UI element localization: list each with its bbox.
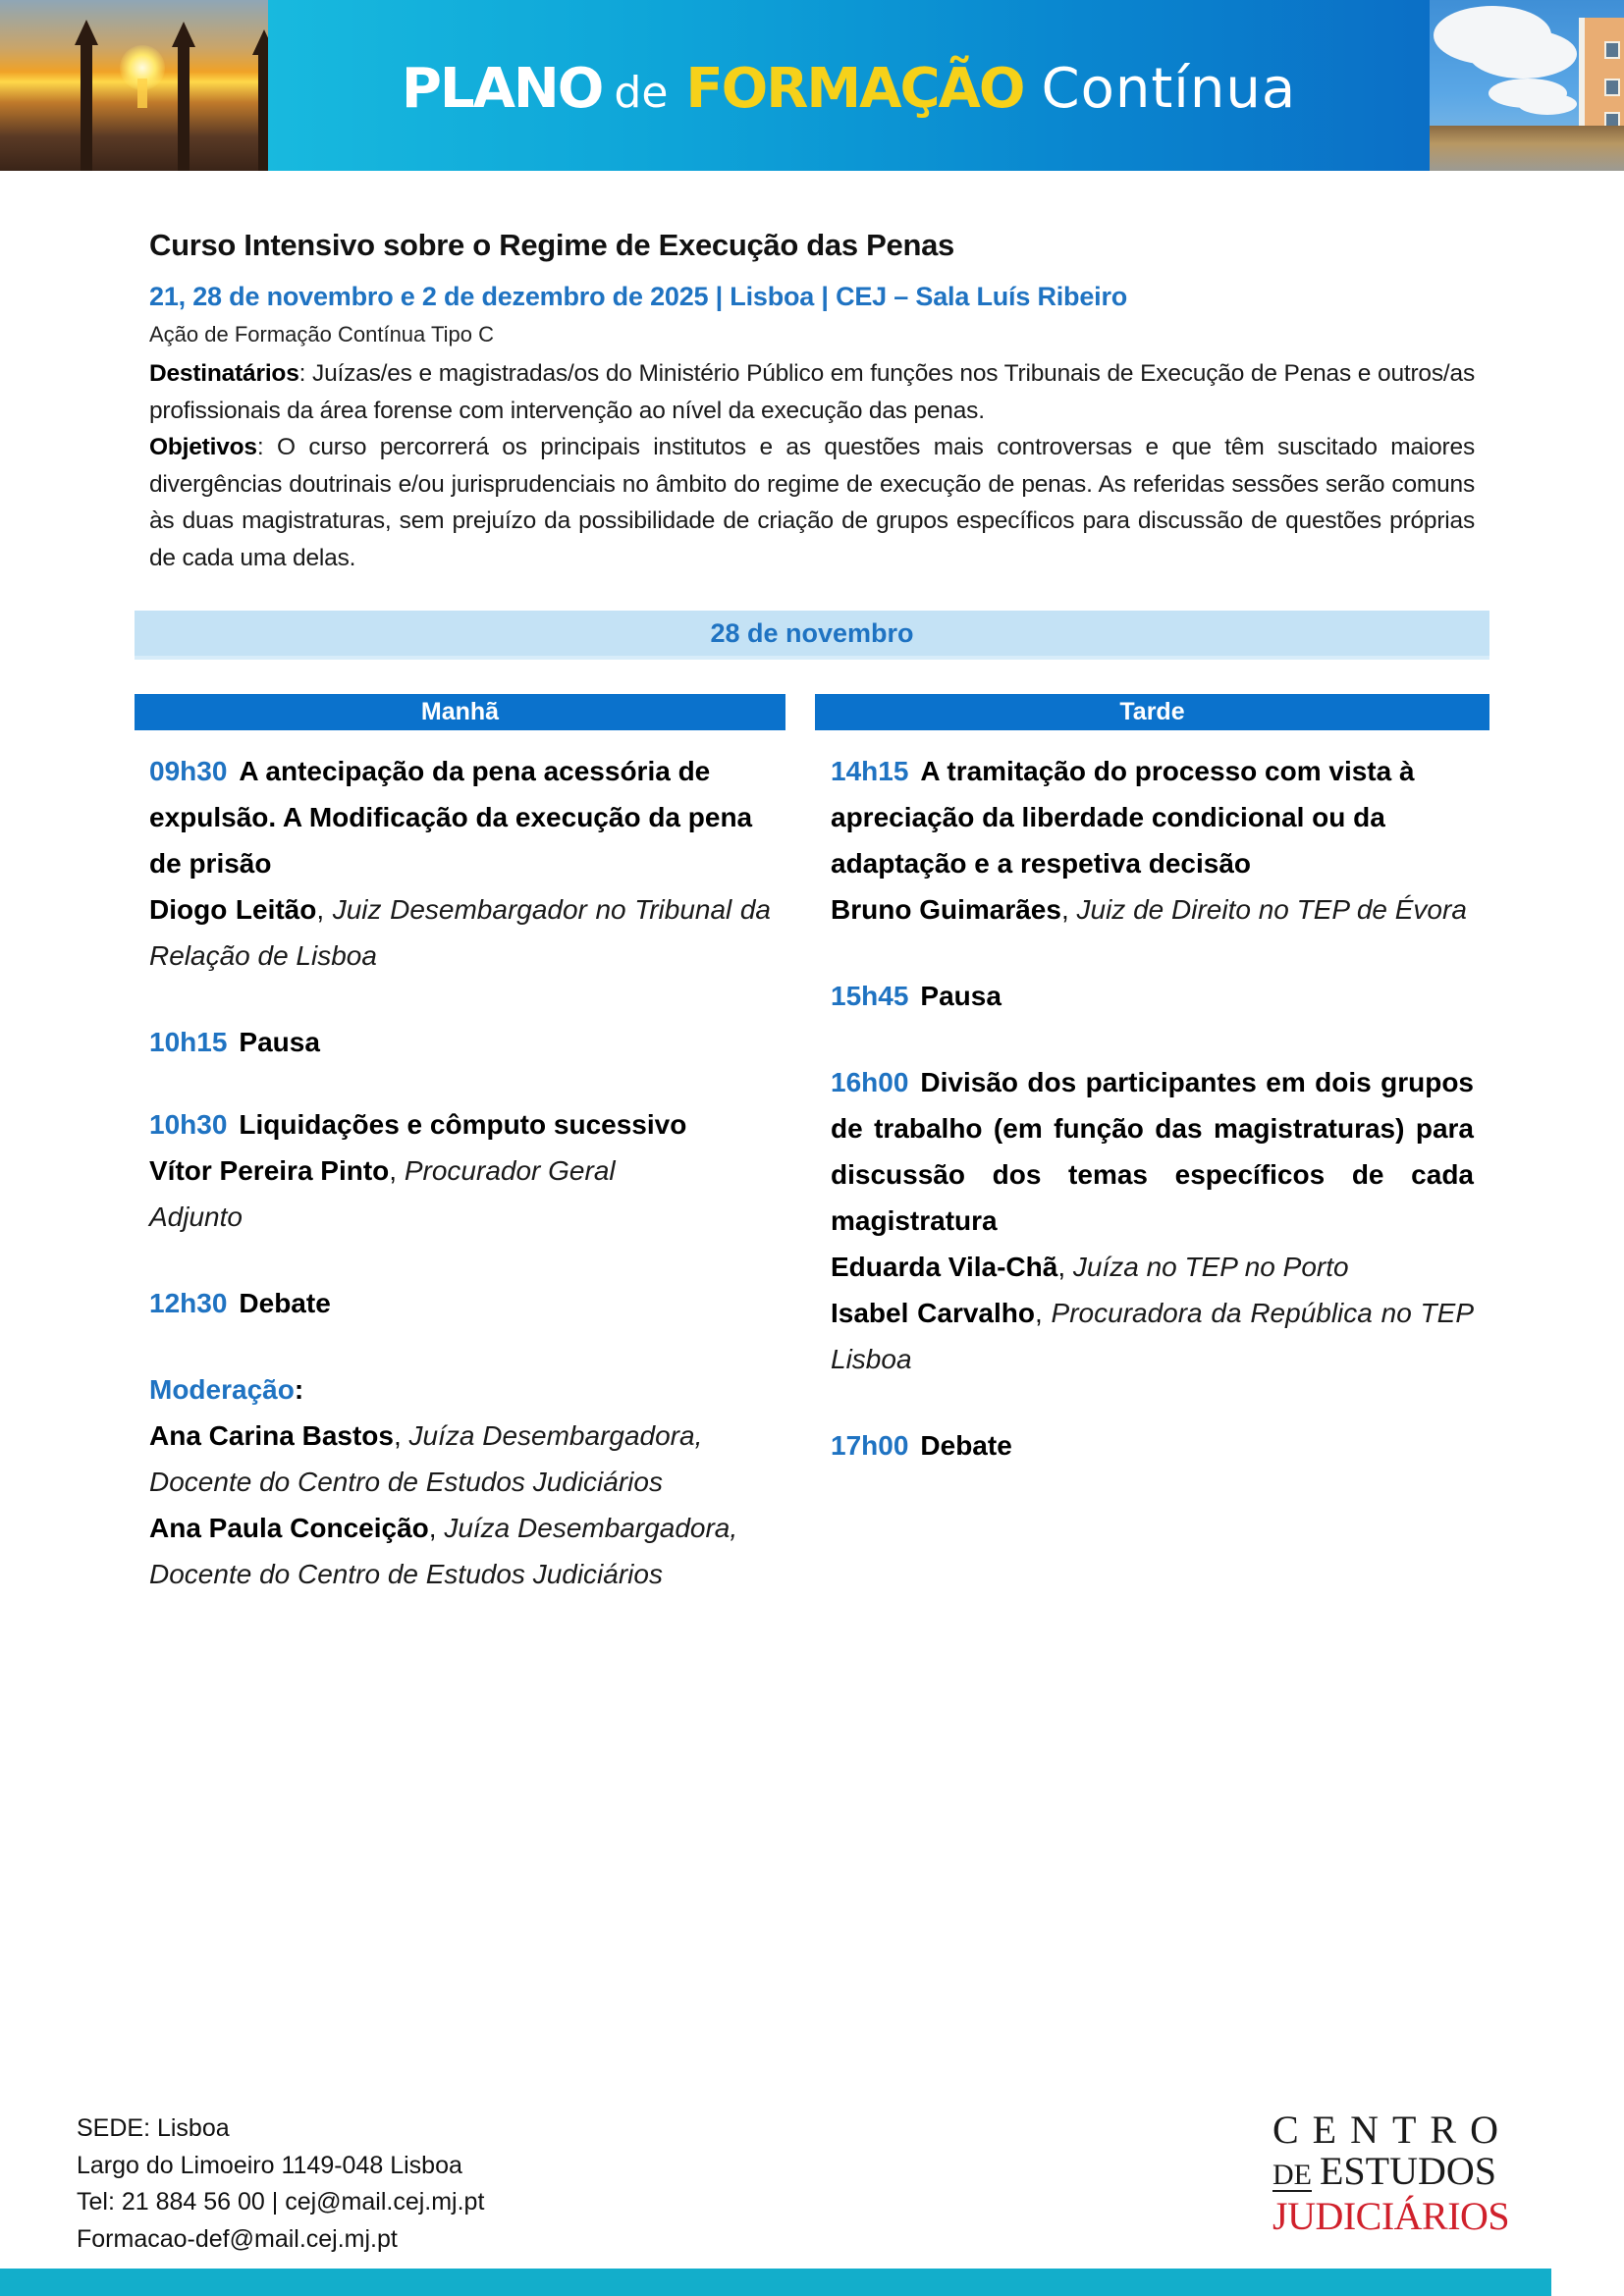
moderator-name: Ana Carina Bastos — [149, 1420, 394, 1451]
banner-title-continua: Contínua — [1041, 57, 1297, 121]
header-banner — [0, 0, 1624, 171]
banner-title-de: de — [614, 68, 669, 118]
session-time: 17h00 — [831, 1430, 909, 1461]
footer-address — [77, 2110, 484, 2258]
moderator-role: Juíza Desembargadora, Docente do Centro de Estudos Judiciários — [149, 1513, 738, 1589]
session-item — [149, 748, 771, 886]
banner-title — [402, 56, 1296, 121]
session-time: 09h30 — [149, 756, 228, 786]
session-topic: Debate — [920, 1430, 1012, 1461]
session-time: 15h45 — [831, 981, 909, 1011]
speaker: Vítor Pereira Pinto, Procurador Geral Adjunto — [149, 1155, 616, 1232]
banner-title-area — [268, 0, 1430, 171]
session-item — [831, 1422, 1474, 1468]
morning-header: Manhã — [135, 694, 785, 730]
plaza-graphic — [1430, 126, 1624, 171]
day-header — [135, 611, 1489, 660]
cloud-graphic — [1469, 29, 1577, 79]
speaker-name: Vítor Pereira Pinto — [149, 1155, 390, 1186]
session-topic: Pausa — [920, 981, 1001, 1011]
moderation-heading: Moderação: — [149, 1374, 304, 1405]
objectives-label: Objetivos — [149, 434, 257, 460]
moderator-role: Juíza Desembargadora, Docente do Centro de Estudos Judiciários — [149, 1420, 703, 1497]
objectives-text: : O curso percorrerá os principais institutos e as questões mais controversas e que têm suscitado maiores divergências doutrinais e/ou jurisprudenciais no âmbito do regime de execução de penas. As referidas sessões serão comuns às duas magistraturas, sem prejuízo da possibilidade de criação de grupos específicos para discussão de questões próprias de cada uma delas. — [149, 434, 1475, 571]
logo-de-estudos — [1272, 2149, 1538, 2195]
speaker-role: Juiz Desembargador no Tribunal da Relação de Lisboa — [149, 894, 772, 971]
speaker-role: Procuradora da República no TEP Lisboa — [831, 1298, 1475, 1374]
session-item — [149, 1101, 771, 1148]
session-item — [149, 1019, 771, 1065]
email-line: Formacao-def@mail.cej.mj.pt — [77, 2224, 398, 2253]
speaker: Eduarda Vila-Chã, Juíza no TEP no Porto — [831, 1252, 1349, 1282]
banner-title-formacao: FORMAÇÃO — [685, 57, 1024, 121]
speaker-name: Isabel Carvalho — [831, 1298, 1035, 1328]
speaker-name: Diogo Leitão — [149, 894, 317, 925]
banner-title-plano: PLANO — [401, 57, 603, 121]
speaker-name: Eduarda Vila-Chã — [831, 1252, 1058, 1282]
gate-spike-graphic — [178, 45, 189, 171]
session-topic: Pausa — [239, 1027, 320, 1057]
session-topic: A antecipação da pena acessória de expulsão. A Modificação da execução da pena de prisão — [149, 756, 753, 879]
session-time: 12h30 — [149, 1288, 228, 1318]
session-item — [831, 973, 1474, 1019]
course-date-location: 21, 28 de novembro e 2 de dezembro de 2025 | Lisboa | CEJ – Sala Luís Ribeiro — [149, 282, 1128, 311]
sunset-gate-photo — [0, 0, 268, 171]
course-type: Ação de Formação Contínua Tipo C — [149, 322, 494, 347]
logo-de: DE — [1272, 2159, 1312, 2191]
speaker-role: Procurador Geral Adjunto — [149, 1155, 616, 1232]
speaker-name: Bruno Guimarães — [831, 894, 1061, 925]
gate-spike-graphic — [258, 53, 268, 171]
spacer — [149, 1326, 771, 1366]
spacer — [149, 1240, 771, 1280]
logo-judiciarios: JUDICIÁRIOS — [1272, 2194, 1510, 2238]
afternoon-schedule — [831, 748, 1474, 1468]
session-time: 10h15 — [149, 1027, 228, 1057]
course-title: Curso Intensivo sobre o Regime de Execução das Penas — [149, 228, 954, 262]
address-line: Largo do Limoeiro 1149-048 Lisboa — [77, 2151, 462, 2179]
spacer — [149, 979, 771, 1019]
moderator-name: Ana Paula Conceição — [149, 1513, 429, 1543]
speaker-role: Juiz de Direito no TEP de Évora — [1076, 894, 1467, 925]
gate-spike-graphic — [81, 43, 92, 171]
sun-reflection-graphic — [137, 79, 147, 108]
moderation-label: Moderação — [149, 1374, 295, 1405]
contact-line: Tel: 21 884 56 00 | cej@mail.cej.mj.pt — [77, 2188, 485, 2216]
window-graphic — [1604, 41, 1620, 59]
speaker: Isabel Carvalho, Procuradora da República no TEP Lisboa — [831, 1298, 1475, 1374]
morning-schedule — [149, 748, 771, 1597]
target-audience-label: Destinatários — [149, 360, 299, 387]
speaker: Bruno Guimarães, Juiz de Direito no TEP de Évora — [831, 894, 1467, 925]
session-topic: A tramitação do processo com vista à apreciação da liberdade condicional ou da adaptação e a respetiva decisão — [831, 756, 1415, 879]
logo-centro: CENTRO — [1272, 2108, 1512, 2152]
target-audience-text: : Juízas/es e magistradas/os do Ministério Público em funções nos Tribunais de Execução de Penas e outros/as profissionais da área forense com intervenção ao nível da execução das penas. — [149, 360, 1475, 424]
session-topic: Liquidações e cômputo sucessivo — [239, 1109, 687, 1140]
session-time: 16h00 — [831, 1067, 909, 1097]
session-item — [831, 748, 1474, 886]
session-topic: Divisão dos participantes em dois grupos de trabalho (em função das magistraturas) para discussão dos temas específicos de cada magistratura — [831, 1067, 1474, 1236]
spacer — [831, 1019, 1474, 1059]
session-time: 10h30 — [149, 1109, 228, 1140]
window-graphic — [1604, 79, 1620, 96]
address-line: SEDE: Lisboa — [77, 2114, 230, 2142]
spacer — [831, 933, 1474, 973]
footer-bar — [0, 2269, 1551, 2296]
speaker: Diogo Leitão, Juiz Desembargador no Tribunal da Relação de Lisboa — [149, 894, 772, 971]
moderator: Ana Carina Bastos, Juíza Desembargadora, Docente do Centro de Estudos Judiciários — [149, 1420, 703, 1497]
speaker-role: Juíza no TEP no Porto — [1072, 1252, 1349, 1282]
day-label: 28 de novembro — [710, 617, 914, 648]
objectives-paragraph — [149, 429, 1475, 576]
building-photo — [1430, 0, 1624, 171]
session-topic: Debate — [239, 1288, 331, 1318]
cloud-graphic — [1518, 93, 1577, 115]
afternoon-header: Tarde — [815, 694, 1489, 730]
target-audience-paragraph — [149, 355, 1475, 429]
session-item — [831, 1059, 1474, 1244]
logo-estudos: ESTUDOS — [1320, 2149, 1497, 2193]
spacer — [831, 1382, 1474, 1422]
cej-logo — [1272, 2110, 1538, 2238]
session-item — [149, 1280, 771, 1326]
moderator: Ana Paula Conceição, Juíza Desembargadora, Docente do Centro de Estudos Judiciários — [149, 1513, 738, 1589]
session-time: 14h15 — [831, 756, 909, 786]
spacer — [149, 1065, 771, 1101]
